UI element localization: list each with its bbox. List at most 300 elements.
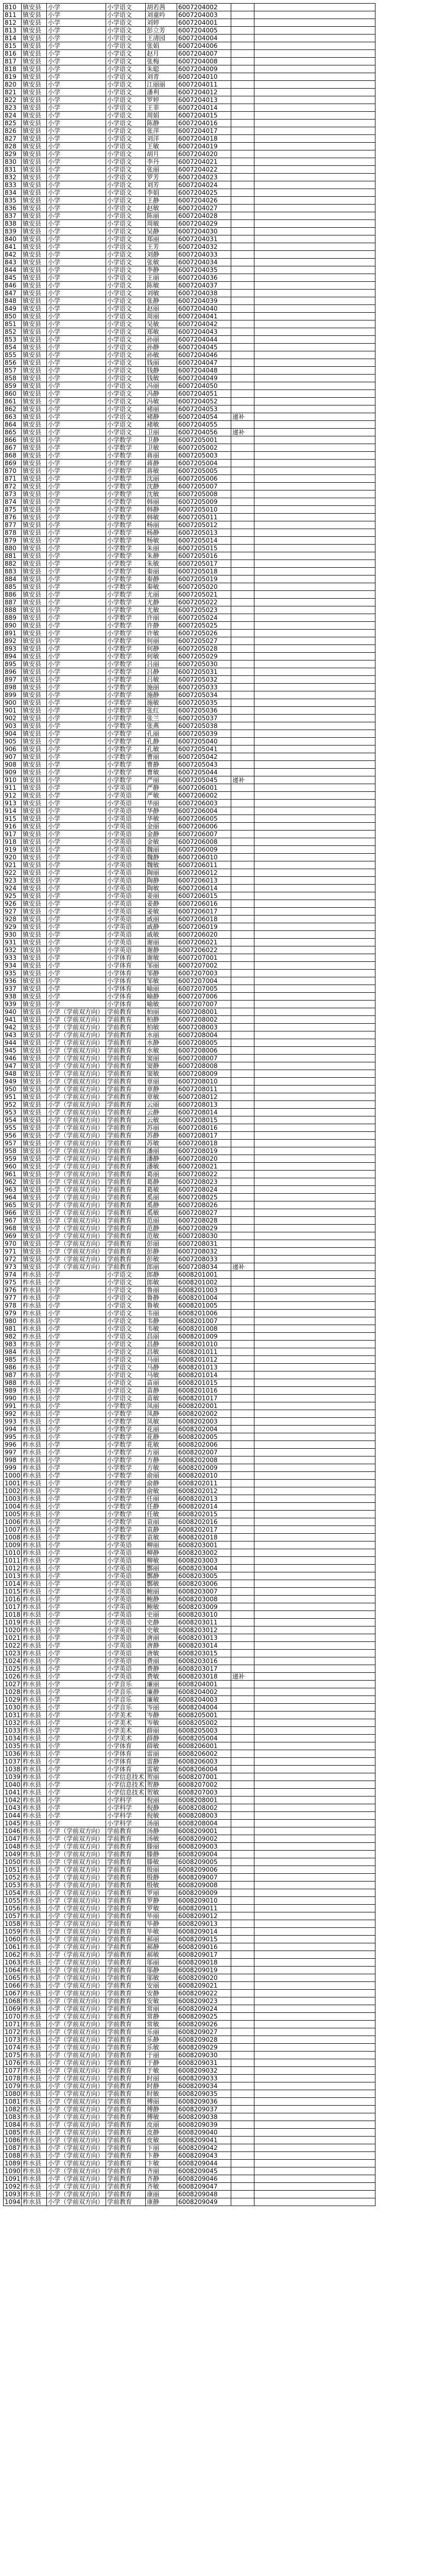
row-number: 1012 [4,1565,22,1572]
roster-table-body [4,4,375,2206]
blank-cell [254,1163,375,1171]
note-cell [231,1356,254,1364]
table-row [4,1356,375,1364]
table-row [4,715,375,722]
county-cell: 柞水县 [22,1928,47,1936]
subject-cell: 学前教育 [106,1912,146,1920]
exam-id-cell: 6008202005 [177,1433,231,1441]
table-row [4,251,375,259]
table-row [4,1619,375,1626]
exam-id-cell: 6008204004 [177,1704,231,1711]
note-cell [231,545,254,552]
exam-id-cell: 6008204002 [177,1688,231,1696]
school-level-cell: 小学 [47,1750,106,1758]
note-cell [231,143,254,150]
note-cell [231,1951,254,1959]
county-cell: 柞水县 [22,2021,47,2028]
row-number: 867 [4,444,22,452]
candidate-name-cell: 鲍丽 [146,1588,177,1596]
table-row [4,375,375,382]
table-row [4,2052,375,2059]
school-level-cell: 小学 [47,475,106,483]
subject-cell: 小学语文 [106,96,146,104]
candidate-name-cell: 苏丽 [146,1124,177,1132]
row-number: 1014 [4,1580,22,1588]
exam-id-cell: 6008203016 [177,1657,231,1665]
note-cell [231,1008,254,1016]
note-cell [231,1773,254,1781]
table-row [4,954,375,962]
blank-cell [254,1611,375,1619]
blank-cell [254,2059,375,2067]
school-level-cell: 小学 [47,1379,106,1387]
note-cell [231,2106,254,2113]
subject-cell: 小学语文 [106,259,146,266]
county-cell: 镇安县 [22,800,47,807]
county-cell: 镇安县 [22,668,47,676]
exam-id-cell: 6008202015 [177,1511,231,1518]
candidate-name-cell: 杨丽 [146,521,177,529]
candidate-name-cell: 华丽 [146,800,177,807]
county-cell: 柞水县 [22,1418,47,1426]
candidate-name-cell: 金敏 [146,838,177,846]
note-cell [231,1990,254,1997]
subject-cell: 学前教育 [106,1047,146,1055]
school-level-cell: 小学 [47,1634,106,1642]
county-cell: 镇安县 [22,1194,47,1201]
subject-cell: 学前教育 [106,1178,146,1186]
subject-cell: 小学英语 [106,1665,146,1673]
candidate-name-cell: 苏敏 [146,1140,177,1147]
school-level-cell: 小学 [47,1580,106,1588]
note-cell [231,931,254,939]
row-number: 1013 [4,1572,22,1580]
note-cell [231,1348,254,1356]
table-row [4,135,375,143]
county-cell: 柞水县 [22,1341,47,1348]
table-row [4,1240,375,1248]
candidate-name-cell: 鲍敏 [146,1603,177,1611]
subject-cell: 小学语文 [106,81,146,89]
county-cell: 柞水县 [22,1441,47,1449]
row-number: 823 [4,104,22,112]
blank-cell [254,954,375,962]
subject-cell: 小学语文 [106,290,146,297]
subject-cell: 小学语文 [106,1348,146,1356]
blank-cell [254,931,375,939]
table-row [4,1572,375,1580]
county-cell: 柞水县 [22,1858,47,1866]
candidate-name-cell: 郎敏 [146,1279,177,1286]
county-cell: 镇安县 [22,158,47,166]
school-level-cell: 小学 [47,931,106,939]
county-cell: 柞水县 [22,2175,47,2183]
row-number: 868 [4,452,22,460]
table-row [4,65,375,73]
note-cell [231,1310,254,1317]
school-level-cell: 小学 [47,1557,106,1565]
subject-cell: 小学语文 [106,1333,146,1341]
county-cell: 柞水县 [22,2082,47,2090]
candidate-name-cell: 邹丽 [146,962,177,970]
candidate-name-cell: 邬敏 [146,1974,177,1982]
note-cell [231,691,254,699]
exam-id-cell: 6008201012 [177,1356,231,1364]
table-row [4,413,375,421]
table-row [4,521,375,529]
candidate-name-cell: 孙敏 [146,351,177,359]
table-row [4,730,375,738]
subject-cell: 小学语文 [106,143,146,150]
subject-cell: 学前教育 [106,2044,146,2052]
note-cell [231,1626,254,1634]
note-cell [231,290,254,297]
candidate-name-cell: 韩敏 [146,514,177,521]
blank-cell [254,1626,375,1634]
school-level-cell: 小学（学前双方向） [47,1186,106,1194]
candidate-name-cell: 蒋静 [146,460,177,467]
row-number: 833 [4,181,22,189]
note-cell [231,653,254,660]
county-cell: 柞水县 [22,1827,47,1835]
exam-id-cell: 6007204046 [177,351,231,359]
table-row [4,962,375,970]
county-cell: 柞水县 [22,1673,47,1681]
subject-cell: 小学英语 [106,1596,146,1603]
school-level-cell: 小学（学前双方向） [47,1997,106,2005]
candidate-name-cell: 方丽 [146,1449,177,1456]
blank-cell [254,483,375,490]
school-level-cell: 小学（学前双方向） [47,1835,106,1843]
school-level-cell: 小学（学前双方向） [47,2005,106,2013]
blank-cell [254,1750,375,1758]
school-level-cell: 小学 [47,58,106,65]
school-level-cell: 小学 [47,27,106,35]
exam-id-cell: 6008209012 [177,1912,231,1920]
note-cell [231,1874,254,1882]
school-level-cell: 小学 [47,181,106,189]
candidate-name-cell: 姜丽 [146,892,177,900]
blank-cell [254,181,375,189]
county-cell: 镇安县 [22,1248,47,1256]
school-level-cell: 小学 [47,1402,106,1410]
candidate-name-cell: 葛敏 [146,1186,177,1194]
subject-cell: 小学数学 [106,537,146,545]
exam-id-cell: 6007207004 [177,977,231,985]
row-number: 1083 [4,2113,22,2121]
row-number: 914 [4,807,22,815]
table-row [4,189,375,197]
note-cell [231,1704,254,1711]
county-cell: 镇安县 [22,58,47,65]
candidate-name-cell: 华敏 [146,815,177,823]
exam-id-cell: 6007205008 [177,490,231,498]
note-cell [231,707,254,715]
row-number: 817 [4,58,22,65]
school-level-cell: 小学（学前双方向） [47,2028,106,2036]
school-level-cell: 小学 [47,1773,106,1781]
school-level-cell: 小学 [47,753,106,761]
subject-cell: 小学音乐 [106,1681,146,1688]
table-row [4,1982,375,1990]
school-level-cell: 小学 [47,382,106,390]
row-number: 981 [4,1325,22,1333]
exam-id-cell: 6008209009 [177,1889,231,1897]
county-cell: 柞水县 [22,1549,47,1557]
subject-cell: 小学数学 [106,676,146,684]
row-number: 1043 [4,1804,22,1812]
blank-cell [254,120,375,127]
row-number: 865 [4,429,22,436]
subject-cell: 学前教育 [106,1163,146,1171]
note-cell [231,1070,254,1078]
blank-cell [254,35,375,42]
note-cell [231,1851,254,1858]
row-number: 1079 [4,2082,22,2090]
candidate-name-cell: 奚静 [146,1201,177,1209]
row-number: 1082 [4,2106,22,2113]
exam-id-cell: 6008209018 [177,1959,231,1967]
table-row [4,946,375,954]
blank-cell [254,1704,375,1711]
exam-id-cell: 6008205003 [177,1727,231,1735]
row-number: 1020 [4,1626,22,1634]
blank-cell [254,1936,375,1943]
table-row [4,490,375,498]
row-number: 1031 [4,1711,22,1719]
note-cell [231,1232,254,1240]
blank-cell [254,1912,375,1920]
blank-cell [254,174,375,181]
note-cell [231,1719,254,1727]
table-row [4,1804,375,1812]
school-level-cell: 小学（学前双方向） [47,1225,106,1232]
row-number: 957 [4,1140,22,1147]
subject-cell: 小学信息技术 [106,1781,146,1789]
candidate-name-cell: 郝丽 [146,1936,177,1943]
blank-cell [254,807,375,815]
row-number: 1016 [4,1596,22,1603]
exam-id-cell: 6007208031 [177,1240,231,1248]
subject-cell: 小学数学 [106,436,146,444]
note-cell [231,1248,254,1256]
school-level-cell: 小学 [47,545,106,552]
row-number: 873 [4,490,22,498]
table-row [4,228,375,235]
note-cell [231,19,254,27]
school-level-cell: 小学 [47,653,106,660]
exam-id-cell: 6007204004 [177,35,231,42]
county-cell: 镇安县 [22,784,47,792]
table-row [4,19,375,27]
table-row [4,390,375,398]
row-number: 1010 [4,1549,22,1557]
blank-cell [254,1758,375,1766]
candidate-name-cell: 柳静 [146,1549,177,1557]
school-level-cell: 小学 [47,158,106,166]
subject-cell: 小学语文 [106,11,146,19]
exam-id-cell: 6008201002 [177,1279,231,1286]
note-cell [231,2129,254,2137]
school-level-cell: 小学 [47,1511,106,1518]
table-row [4,846,375,854]
note-cell [231,1634,254,1642]
table-row [4,483,375,490]
exam-id-cell: 6008201013 [177,1364,231,1371]
blank-cell [254,344,375,351]
note-cell [231,328,254,336]
table-row [4,1758,375,1766]
county-cell: 柞水县 [22,1920,47,1928]
table-row [4,1634,375,1642]
exam-id-cell: 6008207001 [177,1773,231,1781]
candidate-name-cell: 云静 [146,1109,177,1116]
exam-id-cell: 6007204012 [177,89,231,96]
blank-cell [254,228,375,235]
school-level-cell: 小学 [47,776,106,784]
exam-id-cell: 6008202009 [177,1464,231,1472]
candidate-name-cell: 雷丽 [146,1750,177,1758]
blank-cell [254,1047,375,1055]
subject-cell: 小学语文 [106,1341,146,1348]
candidate-name-cell: 花丽 [146,1426,177,1433]
table-row [4,1433,375,1441]
candidate-name-cell: 滕敏 [146,1858,177,1866]
row-number: 848 [4,297,22,305]
blank-cell [254,707,375,715]
subject-cell: 小学英语 [106,885,146,892]
row-number: 1032 [4,1719,22,1727]
table-row [4,2082,375,2090]
candidate-name-cell: 时静 [146,2082,177,2090]
school-level-cell: 小学（学前双方向） [47,2198,106,2206]
note-cell [231,421,254,429]
table-row [4,800,375,807]
school-level-cell: 小学 [47,1789,106,1797]
subject-cell: 小学语文 [106,429,146,436]
candidate-name-cell: 傅丽 [146,2098,177,2106]
county-cell: 镇安县 [22,89,47,96]
candidate-name-cell: 彭立芳 [146,27,177,35]
county-cell: 柞水县 [22,1642,47,1650]
exam-id-cell: 6008201001 [177,1271,231,1279]
table-row [4,1650,375,1657]
county-cell: 镇安县 [22,228,47,235]
table-row [4,1194,375,1201]
note-cell [231,1967,254,1974]
school-level-cell: 小学 [47,35,106,42]
exam-id-cell: 6008209006 [177,1866,231,1874]
school-level-cell: 小学 [47,699,106,707]
exam-id-cell: 6007208003 [177,1024,231,1031]
subject-cell: 小学数学 [106,1503,146,1511]
table-row [4,2113,375,2121]
subject-cell: 小学语文 [106,375,146,382]
county-cell: 镇安县 [22,970,47,977]
subject-cell: 小学数学 [106,745,146,753]
subject-cell: 小学语文 [106,1387,146,1395]
table-row [4,1294,375,1302]
county-cell: 镇安县 [22,1155,47,1163]
county-cell: 镇安县 [22,993,47,1001]
row-number: 1093 [4,2191,22,2198]
subject-cell: 小学语文 [106,274,146,282]
note-cell [231,1140,254,1147]
candidate-name-cell: 刘洋 [146,135,177,143]
school-level-cell: 小学（学前双方向） [47,2082,106,2090]
row-number: 972 [4,1256,22,1263]
row-number: 992 [4,1410,22,1418]
candidate-name-cell: 喻丽 [146,985,177,993]
school-level-cell: 小学 [47,1588,106,1596]
subject-cell: 学前教育 [106,1240,146,1248]
subject-cell: 小学数学 [106,699,146,707]
blank-cell [254,467,375,475]
candidate-name-cell: 陈丽 [146,212,177,220]
row-number: 877 [4,521,22,529]
note-cell [231,769,254,776]
row-number: 952 [4,1101,22,1109]
candidate-name-cell: 孙丽 [146,336,177,344]
school-level-cell: 小学 [47,946,106,954]
row-number: 887 [4,599,22,606]
candidate-name-cell: 郎丽 [146,1263,177,1271]
blank-cell [254,1016,375,1024]
subject-cell: 小学语文 [106,1310,146,1317]
candidate-name-cell: 时丽 [146,2075,177,2082]
subject-cell: 学前教育 [106,1039,146,1047]
row-number: 834 [4,189,22,197]
candidate-name-cell: 戚敏 [146,931,177,939]
blank-cell [254,421,375,429]
note-cell [231,35,254,42]
county-cell: 柞水县 [22,2167,47,2175]
blank-cell [254,591,375,599]
blank-cell [254,831,375,838]
note-cell [231,838,254,846]
exam-id-cell: 6007207002 [177,962,231,970]
school-level-cell: 小学 [47,769,106,776]
school-level-cell: 小学 [47,1611,106,1619]
table-row [4,166,375,174]
school-level-cell: 小学（学前双方向） [47,1263,106,1271]
subject-cell: 小学数学 [106,668,146,676]
table-row [4,985,375,993]
exam-id-cell: 6007206010 [177,854,231,861]
subject-cell: 小学数学 [106,1464,146,1472]
candidate-name-cell: 薛敏 [146,1742,177,1750]
blank-cell [254,676,375,684]
county-cell: 镇安县 [22,313,47,320]
blank-cell [254,1781,375,1789]
candidate-name-cell: 窦敏 [146,1070,177,1078]
candidate-name-cell: 雷敏 [146,1766,177,1773]
subject-cell: 学前教育 [106,1024,146,1031]
blank-cell [254,220,375,228]
subject-cell: 学前教育 [106,2129,146,2137]
blank-cell [254,413,375,421]
subject-cell: 小学英语 [106,1673,146,1681]
blank-cell [254,382,375,390]
table-row [4,1967,375,1974]
subject-cell: 小学数学 [106,1511,146,1518]
exam-id-cell: 6007204038 [177,290,231,297]
row-number: 1046 [4,1827,22,1835]
table-row [4,1858,375,1866]
table-row [4,150,375,158]
subject-cell: 小学数学 [106,599,146,606]
subject-cell: 小学语文 [106,1395,146,1402]
